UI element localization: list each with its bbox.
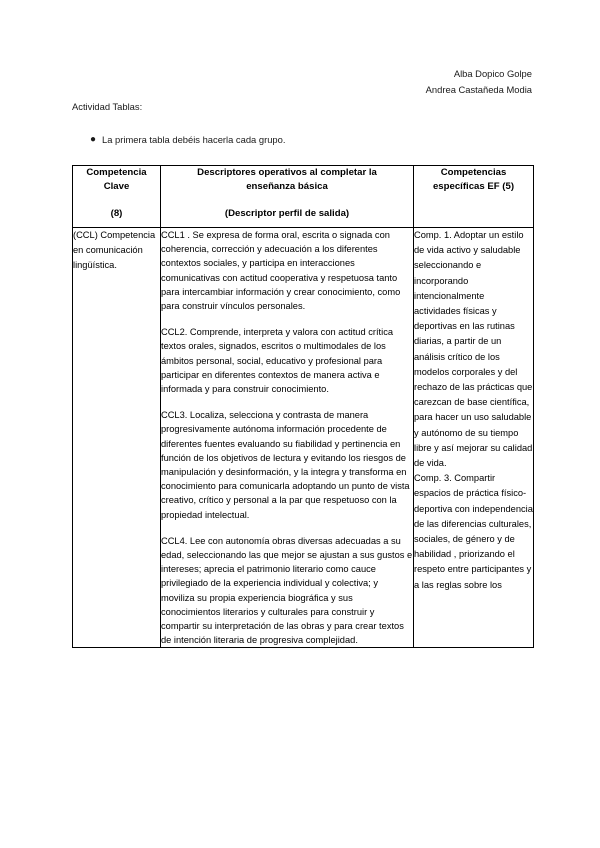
descriptor-ccl1: CCL1 . Se expresa de forma oral, escrita o signada con coherencia, corrección y adecuación a los diferentes contextos sociales, y participa en interacciones comunicativas con actitud cooperativa y respetuosa tanto para intercambiar información y crear conocimiento, como para construir vínculos personales. <box>161 230 401 312</box>
instruction-bullet-item <box>90 133 285 147</box>
competencia-especifica-3: Comp. 3. Compartir espacios de práctica físico-deportiva con independencia de las diferencias culturales, sociales, de género y de habilidad , priorizando el respeto entre participantes y a las reglas sobre los <box>414 473 533 590</box>
header-competencias-especificas-line1: Competencias <box>440 167 507 178</box>
header-competencias-especificas-line2: específicas EF (5) <box>432 181 515 192</box>
header-cell-competencia-clave <box>73 166 161 228</box>
competencia-especifica-1: Comp. 1. Adoptar un estilo de vida activo y saludable seleccionando e incorporando intencionalmente actividades físicas y deportivas en las rutinas diarias, a partir de un análisis crítico de los modelos corporales y del rechazo de las prácticas que carezcan de base científica, para hacer un uso saludable y autónomo de su tiempo libre y así mejorar su calidad de vida. <box>414 230 533 469</box>
author-name-1: Alba Dopico Golpe <box>453 68 532 79</box>
table-header-row <box>73 166 534 228</box>
cell-descriptores-operativos <box>161 228 414 648</box>
header-cell-descriptores <box>161 166 414 228</box>
competencia-clave-text: (CCL) Competencia en comunicación lingüística. <box>73 230 156 271</box>
header-competencia-clave-line2: Clave <box>103 181 130 192</box>
header-descriptores-line2: enseñanza básica <box>246 181 328 192</box>
header-cell-competencias-especificas <box>414 166 534 228</box>
cell-competencia-clave-ccl <box>73 228 161 648</box>
instruction-bullet-text: La primera tabla debéis hacerla cada grupo. <box>102 134 286 145</box>
header-descriptores-line1: Descriptores operativos al completar la <box>197 167 377 178</box>
descriptor-ccl2: CCL2. Comprende, interpreta y valora con actitud crítica textos orales, signados, escritos o multimodales de los ámbitos personal, social, educativo y profesional para participar en diferentes contextos de manera activa e informada y para construir conocimiento. <box>161 327 394 395</box>
header-competencia-clave-count: (8) <box>110 208 123 219</box>
header-spacer-2 <box>161 194 413 207</box>
author-block <box>300 66 532 98</box>
bullet-dot-icon: ● <box>90 134 97 145</box>
header-competencia-clave-line1: Competencia <box>86 167 147 178</box>
header-spacer-1 <box>73 194 160 207</box>
descriptor-ccl4: CCL4. Lee con autonomía obras diversas adecuadas a su edad, seleccionando las que mejor se ajustan a sus gustos e intereses; aprecia el patrimonio literario como cauce privilegiado de la experiencia individual y colectiva; y moviliza su propia experiencia biográfica y sus conocimientos literarios y culturales para construir y compartir su interpretación de las obras y para crear textos de intención literaria de progresiva complejidad. <box>161 535 413 646</box>
descriptor-ccl3: CCL3. Localiza, selecciona y contrasta de manera progresivamente autónoma información procedente de diferentes fuentes evaluando su fiabilidad y pertinencia en función de los objetivos de lectura y evitando los riesgos de manipulación y desinformación, y la integra y transforma en conocimiento para comunicarla adoptando un punto de vista creativo, crítico y personal a la par que respetuoso con la propiedad intelectual. <box>161 410 410 520</box>
header-descriptores-subtitle: (Descriptor perfil de salida) <box>224 208 350 219</box>
competencies-table <box>72 165 534 648</box>
table-row <box>73 228 534 648</box>
activity-title: Actividad Tablas: <box>72 101 143 112</box>
cell-competencias-especificas-ef <box>414 228 534 648</box>
author-name-2: Andrea Castañeda Modia <box>425 84 532 95</box>
